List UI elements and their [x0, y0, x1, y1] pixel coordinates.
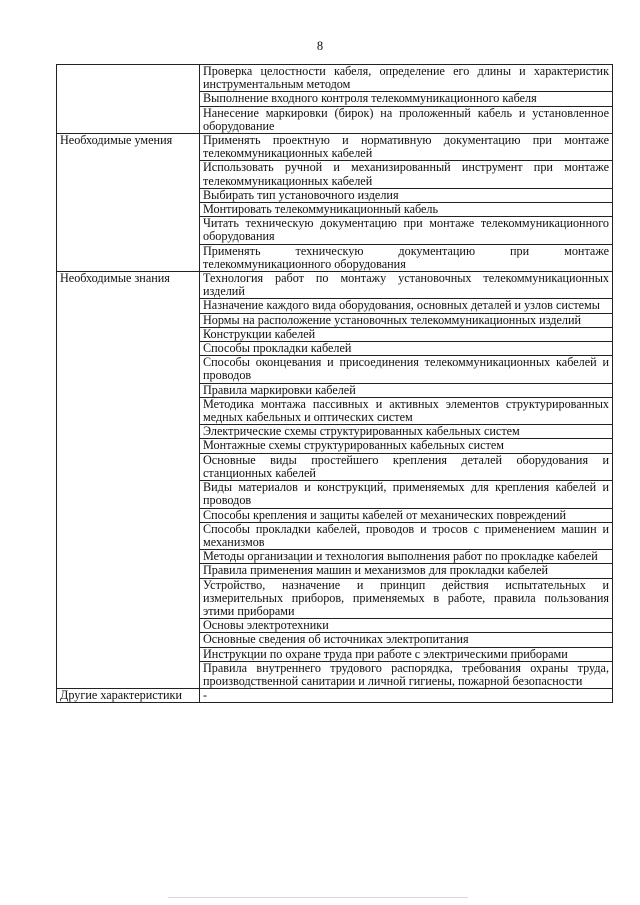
requirement-item: Монтажные схемы структурированных кабельных систем [200, 439, 613, 453]
requirement-item: Инструкции по охране труда при работе с электрическими приборами [200, 647, 613, 661]
footer-divider [168, 897, 468, 898]
requirement-item: Способы оконцевания и присоединения телекоммуникационных кабелей и проводов [200, 356, 613, 383]
requirement-item: Способы крепления и защиты кабелей от механических повреждений [200, 508, 613, 522]
requirement-item: Нанесение маркировки (бирок) на проложенный кабель и установленное оборудование [200, 106, 613, 133]
requirement-item: Электрические схемы структурированных кабельных систем [200, 425, 613, 439]
requirement-item: Основные сведения об источниках электропитания [200, 633, 613, 647]
requirement-item: Способы прокладки кабелей [200, 342, 613, 356]
requirements-table [56, 64, 613, 703]
table-row [57, 689, 613, 703]
section-label: Другие характеристики [57, 689, 200, 703]
requirement-item: Назначение каждого вида оборудования, основных деталей и узлов системы [200, 299, 613, 313]
requirement-item: Проверка целостности кабеля, определение его длины и характеристик инструментальным методом [200, 65, 613, 92]
requirement-item: Основные виды простейшего крепления деталей оборудования и станционных кабелей [200, 453, 613, 480]
requirement-item: Методика монтажа пассивных и активных элементов структурированных медных кабельных и оптических систем [200, 397, 613, 424]
requirement-item: Выполнение входного контроля телекоммуникационного кабеля [200, 92, 613, 106]
section-label: Необходимые знания [57, 272, 200, 689]
requirement-item: Способы прокладки кабелей, проводов и тросов с применением машин и механизмов [200, 522, 613, 549]
requirement-item: Виды материалов и конструкций, применяемых для крепления кабелей и проводов [200, 481, 613, 508]
requirement-item: Правила маркировки кабелей [200, 383, 613, 397]
section-label [57, 65, 200, 134]
requirement-item: Нормы на расположение установочных телекоммуникационных изделий [200, 313, 613, 327]
requirement-item: Монтировать телекоммуникационный кабель [200, 203, 613, 217]
requirement-item: Конструкции кабелей [200, 327, 613, 341]
table-row [57, 134, 613, 161]
requirements-table-body [57, 65, 613, 703]
requirement-item: Методы организации и технология выполнения работ по прокладке кабелей [200, 550, 613, 564]
requirement-item: Читать техническую документацию при монтаже телекоммуникационного оборудования [200, 217, 613, 244]
requirement-item: - [200, 689, 613, 703]
requirement-item: Применять техническую документацию при монтаже телекоммуникационного оборудования [200, 244, 613, 271]
requirement-item: Правила внутреннего трудового распорядка, требования охраны труда, производственной санитарии и личной гигиены, пожарной безопасности [200, 661, 613, 688]
table-row [57, 65, 613, 92]
section-label: Необходимые умения [57, 134, 200, 272]
requirement-item: Основы электротехники [200, 619, 613, 633]
table-row [57, 272, 613, 299]
requirement-item: Правила применения машин и механизмов для прокладки кабелей [200, 564, 613, 578]
requirement-item: Использовать ручной и механизированный инструмент при монтаже телекоммуникационных кабелей [200, 161, 613, 188]
requirement-item: Технология работ по монтажу установочных телекоммуникационных изделий [200, 272, 613, 299]
requirement-item: Выбирать тип установочного изделия [200, 188, 613, 202]
page-number: 8 [316, 39, 324, 53]
requirement-item: Применять проектную и нормативную документацию при монтаже телекоммуникационных кабелей [200, 134, 613, 161]
requirement-item: Устройство, назначение и принцип действия испытательных и измерительных приборов, применяемых в работе, правила пользования этими приборами [200, 578, 613, 619]
